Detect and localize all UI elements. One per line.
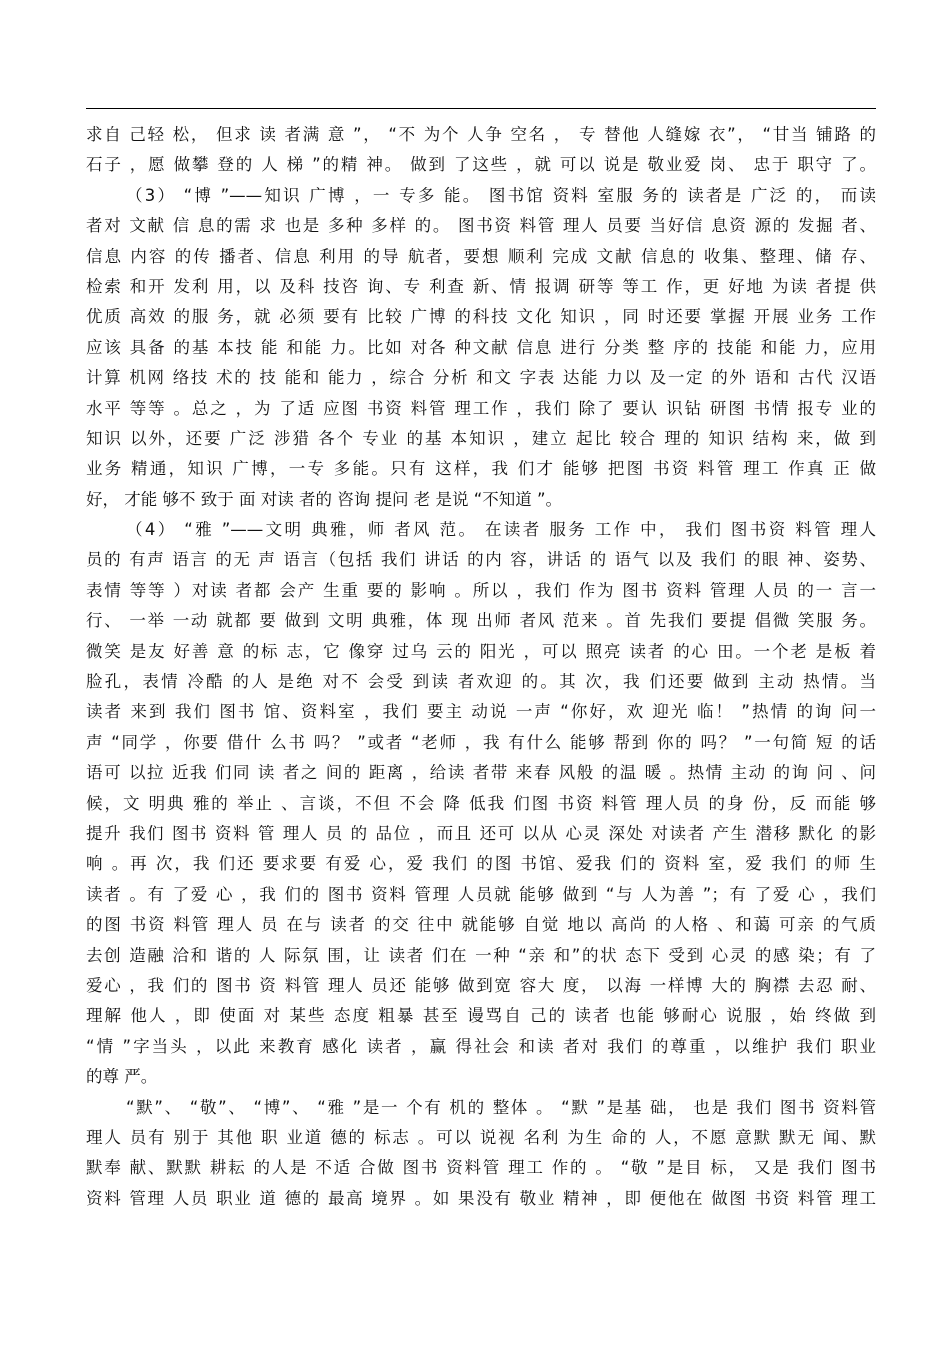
text-line: “情 ”字当头 ，以此 来教育 感化 读者 ，赢 得社会 和读 者对 我们 的尊重 ，以维护 我们 职业: [86, 1036, 876, 1056]
text-line: 计算 机网 络技 术的 技 能和 能力 ，综合 分析 和文 字表 达能 力以 及一定 的外 语和 古代 汉语: [86, 368, 876, 388]
text-line: “默”、 “敬”、 “博”、 “雅 ”是一 个有 机的 整体 。 “默 ”是基 础， 也是 我们 图书 资料管: [126, 1097, 876, 1117]
text-line: 优质 高效 的服 务，就 必须 要有 比较 广博 的科技 文化 知识 ，同 时还要 掌握 开展 业务 工作: [86, 307, 876, 327]
text-line: 读者 。有 了爱 心 ，我 们的 图书 资料 管理 人员就 能够 做到 “与 人为善 ”；有 了爱 心 ，我们: [86, 884, 876, 904]
body-text: [86, 120, 876, 1214]
text-line: 资料 管理 人员 职业 道 德的 最高 境界 。如 果没有 敬业 精神 ，即 便他在 做图 书资 料管 理工: [86, 1188, 876, 1208]
text-line: 员的 有声 语言 的无 声 语言（包括 我们 讲话 的内 容，讲话 的 语气 以及 我们 的眼 神、姿势、: [86, 550, 876, 570]
text-line: 好， 才能 够不 致于 面 对读 者的 咨询 提问 老 是说 “不知道 ”。: [86, 489, 563, 509]
text-line: 语可 以拉 近我 们同 读 者之 间的 距离 ，给读 者带 来春 风般 的温 暖 。热情 主动 的询 问 、问: [86, 763, 876, 783]
text-line: 微笑 是友 好善 意 的标 志，它 像穿 过乌 云的 阳光 ，可以 照亮 读者 的心 田。一个老 是板 着: [86, 641, 876, 661]
text-line: （4） “雅 ”——文明 典雅，师 者风 范。 在读者 服务 工作 中， 我们 图书资 料管 理人: [126, 520, 876, 540]
header-rule: [86, 108, 876, 109]
text-line: 信息 内容 的传 播者、信息 利用 的导 航者，要想 顺利 完成 文献 信息的 收集、整理、储 存、: [86, 246, 876, 266]
text-line: 的图 书资 料管 理人 员 在与 读者 的交 往中 就能够 自觉 地以 高尚 的人格 、和蔼 可亲 的气质: [86, 915, 876, 935]
text-line: 提升 我们 图书 资料 管 理人 员 的 品位 ，而且 还可 以从 心灵 深处 对读者 产生 潜移 默化 的影: [86, 823, 876, 843]
text-line: 求自 己轻 松， 但求 读 者满 意 ”， “不 为个 人争 空名 ， 专 替他 人缝嫁 衣”， “甘当 铺路 的: [86, 125, 876, 144]
text-line: 表情 等等 ）对读 者都 会产 生重 要的 影响 。所以 ，我们 作为 图书 资料 管理 人员 的一 言一: [86, 580, 876, 600]
text-line: 石子 ，愿 做攀 登的 人 梯 ”的精 神。 做到 了这些 ，就 可以 说是 敬业爱 岗、 忠于 职守 了。: [86, 155, 876, 175]
text-line: 的尊 严。: [86, 1067, 158, 1087]
text-line: 响 。再 次，我 们还 要求要 有爱 心，爱 我们 的图 书馆、爱我 们的 资料 室，爱 我们 的师 生: [86, 854, 876, 874]
text-line: 应该 具备 的基 本技 能 和能 力。比如 对各 种文献 信息 进行 分类 整 序的 技能 和能 力，应用: [86, 337, 876, 357]
text-line: 候，文 明典 雅的 举止 、言谈，不但 不会 降 低我 们图 书资 料管 理人员 的身 份，反 而能 够: [86, 793, 876, 813]
text-line: 检索 和开 发利 用，以 及科 技咨 询、专 利查 新、情 报调 研等 等工 作，更 好地 为读 者提 供: [86, 276, 876, 296]
text-line: 水平 等等 。总之 ，为 了适 应图 书资 料管 理工作 ，我们 除了 要认 识钻 研图 书情 报专 业的: [86, 398, 876, 418]
text-line: 行、 一举 一动 就都 要 做到 文明 典雅，体 现 出师 者风 范来 。首 先我们 要提 倡微 笑服 务。: [86, 611, 876, 631]
text-line: 爱心 ，我 们的 图书 资 料管 理人 员还 能够 做到宽 容大 度， 以海 一样博 大的 胸襟 去忍 耐、: [86, 975, 876, 995]
text-line: 者对 文献 信 息的需 求 也是 多种 多样 的。 图书资 料管 理人 员要 当好信 息资 源的 发掘 者、: [86, 216, 876, 236]
text-line: （3） “博 ”——知识 广博 ，一 专多 能。 图书馆 资料 室服 务的 读者是 广泛 的， 而读: [126, 185, 876, 205]
text-line: 业务 精通，知识 广博，一专 多能。只有 这样，我 们才 能够 把图 书资 料管 理工 作真 正 做: [86, 459, 876, 479]
text-line: 默奉 献、默默 耕耘 的人是 不适 合做 图书 资料管 理工 作的 。 “敬 ”是目 标， 又是 我们 图书: [86, 1158, 876, 1178]
text-line: 理人 员有 别于 其他 职 业道 德的 标志 。可以 说视 名利 为生 命的 人，不愿 意默 默无 闻、默: [86, 1127, 876, 1147]
text-line: 脸孔，表情 冷酷 的人 是绝 对不 会受 到读 者欢迎 的。其 次，我 们还要 做到 主动 热情。当: [86, 672, 876, 692]
text-line: 读者 来到 我们 图书 馆、资料室 ，我们 要主 动说 一声 “你好，欢 迎光 临！ ”热情 的询 问一: [86, 702, 876, 722]
text-line: 声 “同学 ，你要 借什 么书 吗？ ”或者 “老师 ，我 有什么 能够 帮到 你的 吗？ ”一句简 短 的话: [86, 732, 876, 752]
text-line: 知识 以外，还要 广泛 涉猎 各个 专业 的基 本知识 ，建立 起比 较合 理的 知识 结构 来，做 到: [86, 428, 876, 448]
text-line: 理解 他人 ，即 使面 对 某些 态度 粗暴 甚至 谩骂自 己的 读者 也能 够耐心 说服 ，始 终做 到: [86, 1006, 876, 1026]
text-line: 去创 造融 洽和 谐的 人 际氛 围，让 读者 们在 一种 “亲 和”的状 态下 受到 心灵 的感 染；有 了: [86, 945, 876, 965]
